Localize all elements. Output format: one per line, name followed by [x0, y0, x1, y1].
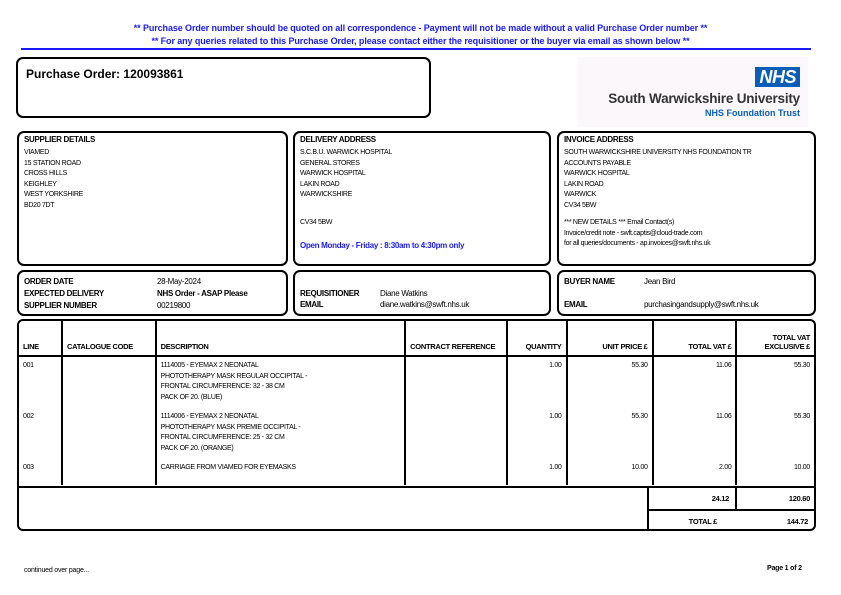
cell-line: 001 [23, 362, 34, 369]
description-line: PACK OF 20. (ORANGE) [160, 444, 234, 452]
supplier-line: 15 STATION ROAD [24, 159, 81, 167]
supplier-address [24, 148, 83, 211]
description-line: FRONTAL CIRCUMFERENCE: 25 - 32 CM [160, 434, 285, 441]
purchase-order-number: 120093861 [123, 67, 184, 81]
totals-area [19, 486, 814, 531]
delivery-postcode: CV34 5BW [300, 219, 333, 226]
cell-quantity: 1.00 [507, 459, 566, 485]
notice-divider [21, 48, 811, 50]
cell-contract-reference [405, 356, 507, 408]
buyer-box [557, 270, 816, 316]
delivery-address [300, 148, 392, 201]
cell-total-vat: 2.00 [653, 459, 737, 485]
requisitioner-email-label: EMAIL [300, 300, 324, 309]
cell-description [156, 459, 406, 485]
delivery-address-title: DELIVERY ADDRESS [300, 135, 376, 144]
buyer-name-label: BUYER NAME [564, 277, 615, 286]
delivery-opening-hours: Open Monday - Friday : 8:30am to 4:30pm only [300, 241, 465, 250]
delivery-line: WARWICK HOSPITAL [300, 170, 366, 177]
cell-total-vat: 11.06 [653, 356, 737, 408]
cell-catalogue-code [62, 408, 156, 459]
grand-total-label: TOTAL £ [688, 517, 717, 526]
buyer-name: Jean Bird [644, 277, 676, 286]
cell-quantity: 1.00 [507, 408, 566, 459]
header-line: LINE [19, 321, 62, 356]
order-info-box [17, 270, 288, 316]
cell-line: 003 [23, 464, 34, 471]
invoice-line: WARWICK [564, 191, 597, 198]
cell-contract-reference [405, 459, 507, 485]
description-line: FRONTAL CIRCUMFERENCE: 32 - 38 CM [160, 383, 285, 390]
notice-contact: ** For any queries related to this Purchase Order, please contact either the requisitioner or the buyer via email as shown below ** [151, 36, 690, 46]
cell-description [156, 356, 406, 408]
invoice-contact-details [564, 218, 710, 250]
page-number: Page 1 of 2 [767, 565, 802, 572]
invoice-new-details-note: *** NEW DETAILS *** Email Contact(s) [564, 219, 675, 226]
header-quantity: QUANTITY [507, 321, 566, 356]
description-line: PHOTOTHERAPY MASK REGULAR OCCIPITAL - [160, 372, 308, 380]
cell-total-vat: 11.06 [653, 408, 737, 459]
header-total-excl-vat: TOTAL VAT EXCLUSIVE £ [736, 321, 814, 356]
table-row [19, 356, 814, 408]
delivery-line: LAKIN ROAD [300, 180, 340, 188]
header-catalogue-code: CATALOGUE CODE [62, 321, 156, 356]
line-items-box [17, 319, 816, 531]
expected-delivery-label: EXPECTED DELIVERY [24, 289, 104, 298]
nhs-badge-icon: NHS [755, 67, 800, 87]
supplier-details-title: SUPPLIER DETAILS [24, 135, 96, 144]
description-line: PACK OF 20. (BLUE) [160, 393, 222, 401]
table-row [19, 408, 814, 459]
requisitioner-name: Diane Watkins [380, 289, 428, 298]
nhs-logo [578, 57, 808, 127]
supplier-line: CROSS HILLS [24, 170, 67, 177]
buyer-email[interactable]: purchasingandsupply@swft.nhs.uk [644, 300, 759, 309]
invoice-credit-note-email: Invoice/credit note - swft.captis@cloud-trade.com [564, 229, 703, 237]
cell-catalogue-code [62, 459, 156, 485]
invoice-line: CV34 5BW [564, 201, 597, 209]
cell-quantity: 1.00 [507, 356, 566, 408]
total-vat-value: 24.12 [711, 494, 729, 503]
cell-unit-price: 55.30 [567, 356, 653, 408]
description-line: CARRIAGE FROM VIAMED FOR EYEMASKS [160, 464, 296, 471]
grand-total-label-cell [647, 511, 735, 531]
supplier-line: VIAMED [24, 149, 50, 156]
invoice-line: SOUTH WARWICKSHIRE UNIVERSITY NHS FOUNDATION TR [564, 149, 752, 156]
invoice-line: WARWICK HOSPITAL [564, 170, 630, 177]
supplier-details-box [17, 131, 288, 266]
line-items-table [19, 321, 814, 485]
cell-total-excl-vat: 10.00 [736, 459, 814, 485]
purchase-order-label: Purchase Order: [26, 67, 121, 81]
organisation-subtitle: NHS Foundation Trust [705, 108, 800, 118]
total-excl-vat-value: 120.60 [788, 494, 810, 503]
description-line: 1114005 - EYEMAX 2 NEONATAL [160, 362, 259, 369]
invoice-queries-email: for all queries/documents - ap.invoices@swft.nhs.uk [564, 240, 711, 247]
requisitioner-email[interactable]: diane.watkins@swft.nhs.uk [380, 300, 470, 309]
delivery-line: S.C.B.U. WARWICK HOSPITAL [300, 149, 392, 156]
notice-quote-po: ** Purchase Order number should be quoted on all correspondence - Payment will not be made without a valid Purchase Order number ** [133, 23, 708, 33]
cell-total-excl-vat: 55.30 [736, 408, 814, 459]
order-date-label: ORDER DATE [24, 277, 74, 286]
invoice-line: ACCOUNTS PAYABLE [564, 159, 631, 167]
expected-delivery-value: NHS Order - ASAP Please [157, 289, 248, 298]
organisation-name: South Warwickshire University [608, 91, 800, 106]
continued-note: continued over page... [24, 567, 89, 574]
order-date-value: 28-May-2024 [157, 277, 201, 286]
supplier-number-label: SUPPLIER NUMBER [24, 301, 97, 310]
invoice-address [564, 148, 751, 211]
supplier-line: WEST YORKSHIRE [24, 191, 83, 198]
invoice-address-box [557, 131, 816, 266]
supplier-number-value: 00219800 [157, 301, 191, 310]
header-description: DESCRIPTION [156, 321, 406, 356]
total-excl-vat-cell [735, 488, 816, 511]
purchase-order-title [26, 67, 183, 81]
cell-catalogue-code [62, 356, 156, 408]
total-vat-cell [647, 488, 735, 511]
delivery-address-box [293, 131, 551, 266]
invoice-line: LAKIN ROAD [564, 180, 604, 188]
cell-total-excl-vat: 55.30 [736, 356, 814, 408]
table-header-row [19, 321, 814, 356]
header-unit-price: UNIT PRICE £ [567, 321, 653, 356]
cell-line: 002 [23, 413, 34, 420]
invoice-address-title: INVOICE ADDRESS [564, 135, 634, 144]
table-row [19, 459, 814, 485]
supplier-line: BD20 7DT [24, 201, 55, 209]
delivery-line: WARWICKSHIRE [300, 191, 353, 198]
cell-contract-reference [405, 408, 507, 459]
supplier-line: KEIGHLEY [24, 180, 57, 188]
delivery-line: GENERAL STORES [300, 159, 360, 167]
requisitioner-label: REQUISITIONER [300, 289, 360, 298]
grand-total-value-cell [735, 511, 814, 531]
cell-description [156, 408, 406, 459]
buyer-email-label: EMAIL [564, 300, 588, 309]
header-contract-reference: CONTRACT REFERENCE [405, 321, 507, 356]
grand-total-value: 144.72 [786, 517, 808, 526]
header-total-vat: TOTAL VAT £ [653, 321, 737, 356]
requisitioner-box [293, 270, 551, 316]
description-line: PHOTOTHERAPY MASK PREMIE OCCIPITAL - [160, 423, 301, 431]
cell-unit-price: 55.30 [567, 408, 653, 459]
cell-unit-price: 10.00 [567, 459, 653, 485]
description-line: 1114006 - EYEMAX 2 NEONATAL [160, 413, 259, 420]
purchase-order-box [16, 57, 431, 118]
